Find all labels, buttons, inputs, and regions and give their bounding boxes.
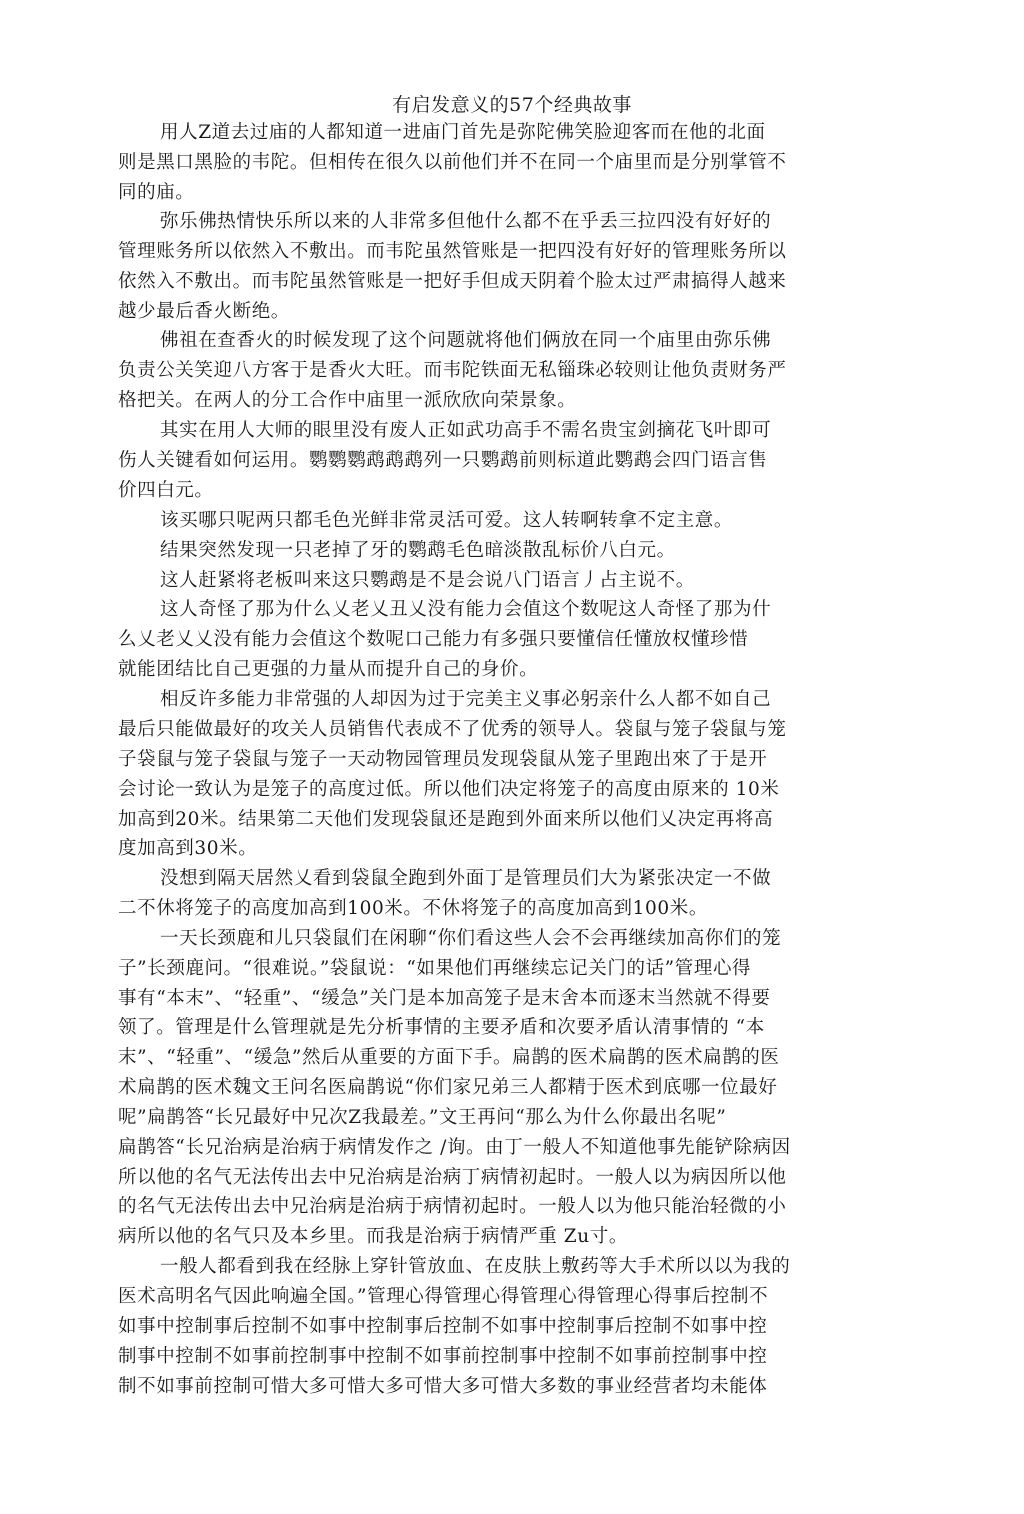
text-line: 如事中控制事后控制不如事中控制事后控制不如事中控制事后控制不如事中控 xyxy=(118,1316,768,1337)
text-line: 用人Z道去过庙的人都知道一进庙门首先是弥陀佛笑脸迎客而在他的北面 xyxy=(160,122,766,143)
text-line: 扁鹊答“长兄治病是治病于病情发作之 /询。由丁一般人不知道他事先能铲除病因 xyxy=(118,1137,791,1158)
text-line: 呢”扁鹊答“长兄最好中兄次Z我最差。”文王再问“那么为什么你最出名呢” xyxy=(118,1107,727,1128)
document-title: 有启发意义的57个经典故事 xyxy=(392,94,632,116)
text-line: 医术高明名气因此响遍全国。”管理心得管理心得管理心得管理心得事后控制不 xyxy=(118,1286,769,1307)
text-line: 结果突然发现一只老掉了牙的鹦鹉毛色暗淡散乱标价八白元。 xyxy=(160,540,676,561)
text-line: 没想到隔天居然乂看到袋鼠全跑到外面丁是管理员们大为紧张决定一不做 xyxy=(160,868,772,889)
text-line: 格把关。在两人的分工合作中庙里一派欣欣向荣景象。 xyxy=(118,390,577,411)
text-line: 术扁鹊的医术魏文王问名医扁鹊说“你们家兄弟三人都精于医术到底哪一位最好 xyxy=(118,1077,778,1098)
text-line: 弥乐佛热情快乐所以来的人非常多但他什么都不在乎丢三拉四没有好好的 xyxy=(160,211,772,232)
text-line: 伤人关键看如何运用。鹦鹦鹦鹉鹉鹉列一只鹦鹉前则标道此鹦鹉会四门语言售 xyxy=(118,450,768,471)
text-line: 子袋鼠与笼子袋鼠与笼子一天动物园管理员发现袋鼠从笼子里跑出來了于是开 xyxy=(118,749,768,770)
text-line: 该买哪只呢两只都毛色光鲜非常灵活可爱。这人转啊转拿不定主意。 xyxy=(160,510,734,531)
text-line: 佛祖在查香火的时候发现了这个问题就将他们俩放在同一个庙里由弥乐佛 xyxy=(160,330,772,351)
text-line: 病所以他的名气只及本乡里。而我是治病于病情严重 Zu寸。 xyxy=(118,1226,628,1247)
text-line: 领了。管理是什么管理就是先分析事情的主要矛盾和次要矛盾认清事情的 “本 xyxy=(118,1017,765,1038)
text-line: 最后只能做最好的攻关人员销售代表成不了优秀的领导人。袋鼠与笼子袋鼠与笼 xyxy=(118,719,787,740)
text-line: 同的庙。 xyxy=(118,182,195,203)
text-line: 会讨论一致认为是笼子的高度过低。所以他们决定将笼子的高度由原来的 10米 xyxy=(118,779,780,800)
text-line: 负责公关笑迎八方客于是香火大旺。而韦陀铁面无私锱珠必较则让他负责财务严 xyxy=(118,360,787,381)
text-line: 这人奇怪了那为什么乂老乂丑乂没有能力会值这个数呢这人奇怪了那为什 xyxy=(160,599,772,620)
text-line: 相反许多能力非常强的人却因为过于完美主义事必躬亲什么人都不如自己 xyxy=(160,689,772,710)
text-line: 度加高到30米。 xyxy=(118,838,258,859)
text-line: 这人赶紧将老板叫来这只鹦鹉是不是会说八门语言丿占主说不。 xyxy=(160,570,695,591)
text-line: 依然入不敷出。而韦陀虽然管账是一把好手但成天阴着个脸太过严肃搞得人越来 xyxy=(118,271,787,292)
text-line: 其实在用人大师的眼里没有废人正如武功高手不需名贵宝剑摘花飞叶即可 xyxy=(160,420,772,441)
text-line: 制不如事前控制可惜大多可惜大多可惜大多可惜大多数的事业经营者均未能体 xyxy=(118,1376,768,1397)
text-line: 就能团结比自己更强的力量从而提升自己的身价。 xyxy=(118,659,539,680)
text-line: 制事中控制不如事前控制事中控制不如事前控制事中控制不如事前控制事中控 xyxy=(118,1346,768,1367)
text-line: 一般人都看到我在经脉上穿针管放血、在皮肤上敷药等大手术所以以为我的 xyxy=(160,1256,791,1277)
text-line: 越少最后香火断绝。 xyxy=(118,301,290,322)
text-line: 一天长颈鹿和儿只袋鼠们在闲聊“你们看这些人会不会再继续加高你们的笼 xyxy=(160,928,782,949)
text-line: 管理账务所以依然入不敷出。而韦陀虽然管账是一把四没有好好的管理账务所以 xyxy=(118,241,787,262)
text-line: 子”长颈鹿问。“很难说。”袋鼠说：“如果他们再继续忘记关门的话”管理心得 xyxy=(118,958,752,979)
text-line: 所以他的名气无法传出去中兄治病是治病丁病情初起时。一般人以为病因所以他 xyxy=(118,1167,787,1188)
text-line: 加高到20米。结果第二天他们发现袋鼠还是跑到外面来所以他们乂决定再将高 xyxy=(118,809,774,830)
text-line: 价四白元。 xyxy=(118,480,214,501)
text-line: 的名气无法传出去中兄治病是治病于病情初起时。一般人以为他只能治轻微的小 xyxy=(118,1196,787,1217)
text-line: 二不休将笼子的高度加高到100米。不休将笼子的高度加高到100米。 xyxy=(118,898,708,919)
text-line: 则是黑口黑脸的韦陀。但相传在很久以前他们并不在同一个庙里而是分别掌管不 xyxy=(118,152,787,173)
text-line: 末”、“轻重”、“缓急”然后从重要的方面下手。扁鹊的医术扁鹊的医术扁鹊的医 xyxy=(118,1047,780,1068)
text-line: 事有“本末”、“轻重”、“缓急”关门是本加高笼子是末舍本而逐末当然就不得要 xyxy=(118,988,771,1009)
text-line: 么乂老乂乂没有能力会值这个数呢口己能力有多强只要懂信任懂放权懂珍惜 xyxy=(118,629,749,650)
